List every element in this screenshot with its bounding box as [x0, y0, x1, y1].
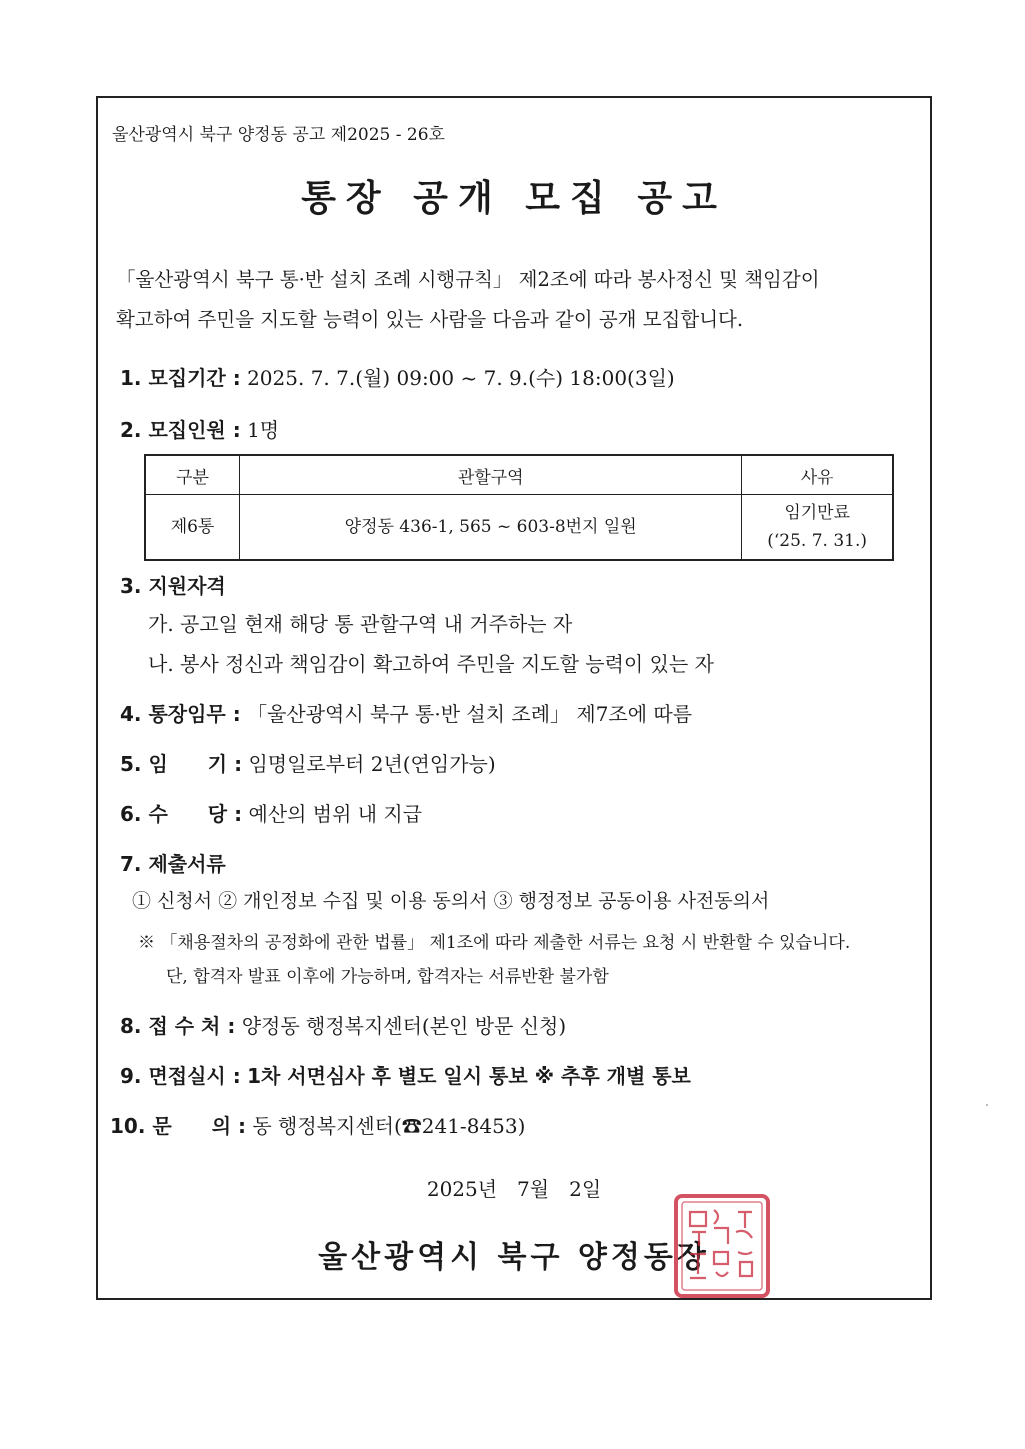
notice-number: 울산광역시 북구 양정동 공고 제2025 - 26호 [112, 125, 445, 145]
table-header-division: 구분 [145, 455, 240, 495]
item-term-label: 5. 임 기 : [120, 752, 243, 776]
item-allowance-label: 6. 수 당 : [120, 802, 243, 826]
item-inquiry [110, 1110, 525, 1139]
item-count [120, 414, 279, 443]
qualification-a: 가. 공고일 현재 해당 통 관할구역 내 거주하는 자 [148, 612, 573, 636]
page-title: 통장 공개 모집 공고 [301, 178, 727, 219]
item-interview [120, 1060, 691, 1089]
reason-line-1: 임기만료 [784, 503, 851, 523]
qualification-b: 나. 봉사 정신과 책임감이 확고하여 주민을 지도할 능력이 있는 자 [148, 652, 714, 676]
intro-paragraph [116, 260, 916, 340]
item-duties [120, 698, 692, 727]
item-term-value: 임명일로부터 2년(연임가능) [248, 752, 496, 776]
documents-list: ① 신청서 ② 개인정보 수집 및 이용 동의서 ③ 행정정보 공동이용 사전동의서 [132, 890, 770, 912]
item-duties-value: 「울산광역시 북구 통·반 설치 조례」 제7조에 따름 [247, 702, 693, 726]
item-reception-label: 8. 접 수 처 : [120, 1014, 236, 1038]
item-count-label: 2. 모집인원 : [120, 418, 241, 442]
scan-speck [986, 1104, 988, 1106]
notice-date: 2025년 7월 2일 [426, 1177, 602, 1201]
table-cell-reason [742, 495, 893, 561]
official-seal-icon [672, 1192, 772, 1300]
item-reception [120, 1010, 566, 1039]
item-interview-value: 1차 서면심사 후 별도 일시 통보 ※ 추후 개별 통보 [247, 1064, 691, 1088]
item-qualification [120, 570, 226, 599]
reason-line-2: (‘25. 7. 31.) [767, 531, 868, 551]
table-header-area: 관할구역 [240, 455, 742, 495]
item-inquiry-value: 동 행정복지센터(☎241-8453) [252, 1114, 526, 1138]
item-period [120, 362, 675, 391]
documents-note-2: 단, 합격자 발표 이후에 가능하며, 합격자는 서류반환 불가함 [166, 967, 609, 987]
intro-line-2: 확고하여 주민을 지도할 능력이 있는 사람을 다음과 같이 공개 모집합니다. [116, 308, 744, 331]
item-duties-label: 4. 통장임무 : [120, 702, 241, 726]
table-header-reason: 사유 [742, 455, 893, 495]
signature: 울산광역시 북구 양정동장 [318, 1240, 710, 1275]
item-inquiry-label: 10. 문 의 : [110, 1114, 246, 1138]
item-allowance-value: 예산의 범위 내 지급 [248, 802, 423, 826]
recruitment-table [144, 454, 894, 561]
table-row [145, 495, 893, 561]
item-period-value: 2025. 7. 7.(월) 09:00 ~ 7. 9.(수) 18:00(3일) [247, 366, 675, 390]
item-qualification-label: 3. 지원자격 [120, 574, 226, 598]
item-allowance [120, 798, 422, 827]
item-reception-value: 양정동 행정복지센터(본인 방문 신청) [241, 1014, 567, 1038]
table-header-row [145, 455, 893, 495]
documents-note-1: ※ 「채용절차의 공정화에 관한 법률」 제1조에 따라 제출한 서류는 요청 시 반환할 수 있습니다. [138, 933, 851, 953]
intro-line-1: 「울산광역시 북구 통·반 설치 조례 시행규칙」 제2조에 따라 봉사정신 및 책임감이 [116, 268, 820, 291]
item-documents [120, 848, 226, 877]
item-period-label: 1. 모집기간 : [120, 366, 241, 390]
table-cell-area: 양정동 436-1, 565 ~ 603-8번지 일원 [240, 495, 742, 561]
notice-frame [96, 96, 932, 1300]
table-cell-district: 제6통 [145, 495, 240, 561]
item-term [120, 748, 496, 777]
item-count-value: 1명 [247, 418, 280, 442]
item-interview-label: 9. 면접실시 : [120, 1064, 241, 1088]
item-documents-label: 7. 제출서류 [120, 852, 226, 876]
